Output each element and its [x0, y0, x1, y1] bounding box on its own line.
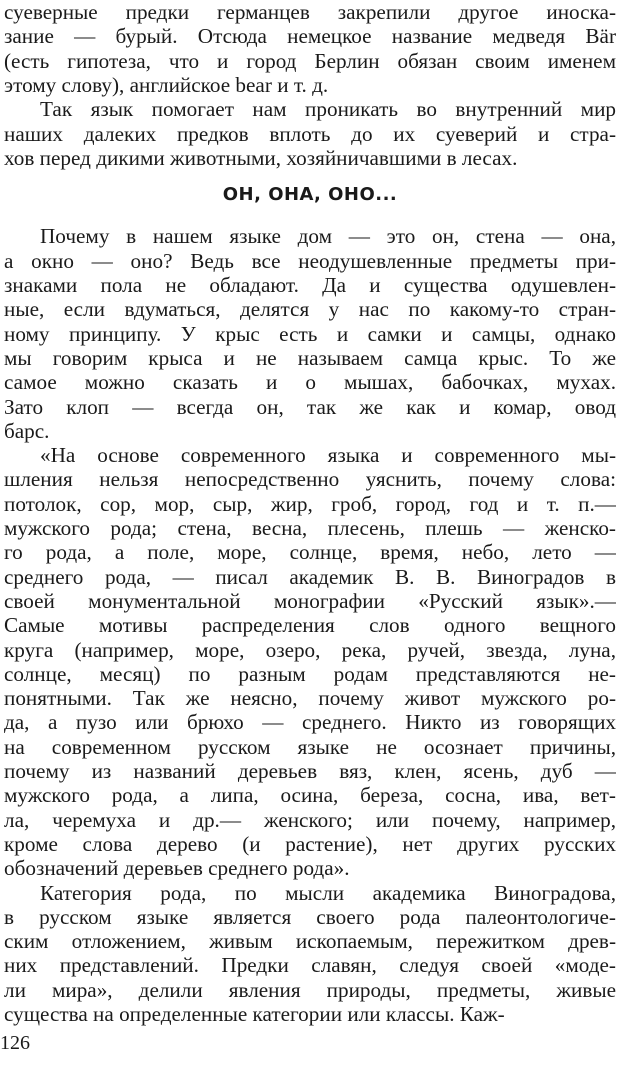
text-line: зание — бурый. Отсюда немецкое название медведя Bär — [4, 24, 616, 49]
text-line: мужского рода; стена, весна, плесень, плешь — женско- — [4, 516, 616, 540]
section-heading: ОН, ОНА, ОНО... — [222, 184, 398, 206]
text-line: суеверные предки германцев закрепили другое иноска- — [4, 0, 616, 24]
text-line: солнце, месяц) по разным родам представляются не- — [4, 661, 616, 686]
text-line: почему из названий деревьев вяз, клен, ясень, дуб — — [4, 759, 616, 783]
text-line: ные, если вдуматься, делятся у нас по какому-то стран- — [4, 297, 616, 322]
text-line: существа на определенные категории или классы. Каж- — [4, 1002, 505, 1026]
text-line: наших далеких предков вплоть до их суеверий и стра- — [4, 121, 616, 146]
text-line: ному принципу. У крыс есть и самки и самцы, однако — [4, 321, 616, 346]
text-line: «На основе современного языка и современного мы- — [40, 443, 616, 468]
text-line: обозначений деревьев среднего рода». — [4, 856, 350, 881]
text-line: круга (например, море, озеро, река, ручей, звезда, луна, — [4, 637, 616, 662]
text-line: Самые мотивы распределения слов одного вещного — [4, 613, 616, 638]
page-number: 126 — [0, 1032, 30, 1055]
text-line: на современном русском языке не осознает причины, — [4, 734, 616, 759]
text-line: в русском языке является своего рода палеонтологиче- — [4, 904, 616, 929]
text-line: самое можно сказать и о мышах, бабочках, мухах. — [4, 370, 616, 395]
text-line: среднего рода, — писал академик В. В. Виноградов в — [4, 564, 616, 589]
text-line: ли мира», делили явления природы, предметы, живые — [4, 977, 616, 1002]
text-line: мужского рода, а липа, осина, береза, сосна, ива, вет- — [4, 783, 616, 808]
text-line: Категория рода, по мысли академика Виноградова, — [40, 880, 616, 905]
text-line: этому слову), английское bear и т. д. — [4, 72, 329, 97]
text-line: шления нельзя непосредственно уяснить, почему слова: — [4, 467, 616, 492]
text-line: ским отложением, живым ископаемым, пережитком древ- — [4, 929, 616, 954]
text-line: барс. — [4, 418, 50, 443]
text-line: го рода, а поле, море, солнце, время, небо, лето — — [4, 540, 616, 565]
text-line: да, а пузо или брюхо — среднего. Никто из говорящих — [4, 710, 616, 735]
text-line: них представлений. Предки славян, следуя своей «моде- — [4, 953, 616, 978]
text-line: (есть гипотеза, что и город Берлин обязан своим именем — [4, 48, 616, 73]
text-line: мы говорим крыса и не называем самца крыс. То же — [4, 345, 616, 370]
text-line: ла, черемуха и др.— женского; или почему, например, — [4, 807, 616, 832]
text-line: кроме слова дерево (и растение), нет других русских — [4, 831, 616, 856]
text-line: своей монументальной монографии «Русский язык».— — [4, 588, 616, 613]
text-line: понятными. Так же неясно, почему живот мужского ро- — [4, 686, 616, 711]
text-line: Зато клоп — всегда он, так же как и комар, овод — [4, 394, 616, 419]
text-line: Почему в нашем языке дом — это он, стена — она, — [40, 224, 616, 249]
text-line: хов перед дикими животными, хозяйничавшими в лесах. — [4, 145, 518, 170]
text-line: а окно — оно? Ведь все неодушевленные предметы при- — [4, 248, 616, 273]
text-line: потолок, сор, мор, сыр, жир, гроб, город, год и т. п.— — [4, 491, 616, 516]
text-line: знаками пола не обладают. Да и существа одушевлен- — [4, 273, 616, 297]
text-line: Так язык помогает нам проникать во внутренний мир — [40, 97, 616, 122]
